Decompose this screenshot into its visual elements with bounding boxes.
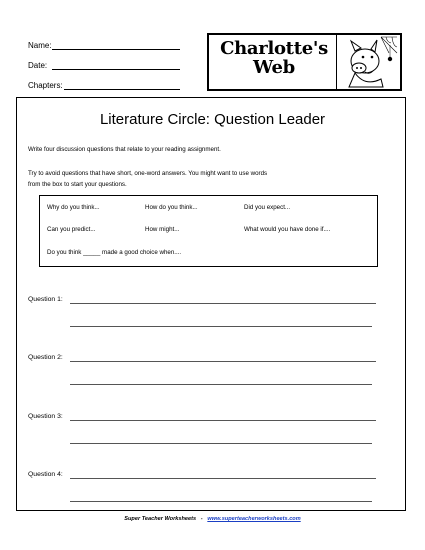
worksheet-frame: [16, 97, 406, 511]
pig-illustration: [336, 35, 400, 89]
chapters-line[interactable]: [64, 89, 180, 90]
book-title: [215, 39, 333, 77]
worksheet-title: Literature Circle: Question Leader: [99, 111, 326, 128]
footer: [0, 516, 425, 522]
starter-what-would: What would you have done if....: [244, 226, 331, 233]
question-1-line-1[interactable]: [70, 303, 376, 304]
instruction-1: Write four discussion questions that relate to your reading assignment.: [28, 146, 221, 153]
instruction-2b: from the box to start your questions.: [28, 181, 127, 188]
question-1-line-2[interactable]: [70, 326, 372, 327]
name-line[interactable]: [52, 49, 180, 50]
question-4-line-1[interactable]: [70, 478, 376, 479]
starter-expect: Did you expect...: [244, 204, 291, 211]
name-label: Name:: [28, 41, 52, 50]
question-starters-box: [39, 195, 378, 267]
question-2-line-2[interactable]: [70, 384, 372, 385]
instruction-2a: Try to avoid questions that have short, one-word answers. You might want to use words: [28, 170, 268, 177]
chapters-label: Chapters:: [28, 81, 63, 90]
footer-separator: -: [200, 516, 203, 522]
question-1-label: Question 1:: [28, 296, 63, 303]
date-line[interactable]: [52, 69, 180, 70]
name-field[interactable]: [28, 41, 52, 50]
question-2-line-1[interactable]: [70, 361, 376, 362]
date-field[interactable]: [28, 61, 47, 70]
chapters-field[interactable]: [28, 81, 63, 90]
starter-how-think: How do you think...: [145, 204, 198, 211]
footer-url-link[interactable]: www.superteacherworksheets.com: [207, 516, 301, 522]
starter-how-might: How might...: [145, 226, 180, 233]
starter-good-choice: Do you think _____ made a good choice when....: [47, 249, 182, 256]
question-3-line-2[interactable]: [70, 443, 372, 444]
starter-why: Why do you think...: [47, 204, 100, 211]
date-label: Date:: [28, 61, 48, 70]
question-3-label: Question 3:: [28, 413, 63, 420]
book-title-line1: Charlotte's: [220, 38, 328, 59]
book-title-line2: Web: [253, 57, 295, 78]
pig-icon: [337, 35, 399, 89]
question-4-label: Question 4:: [28, 471, 63, 478]
starter-predict: Can you predict...: [47, 226, 96, 233]
footer-brand: Super Teacher Worksheets: [124, 516, 197, 522]
book-title-box: [207, 33, 402, 91]
question-3-line-1[interactable]: [70, 420, 376, 421]
question-2-label: Question 2:: [28, 354, 63, 361]
question-4-line-2[interactable]: [70, 501, 372, 502]
